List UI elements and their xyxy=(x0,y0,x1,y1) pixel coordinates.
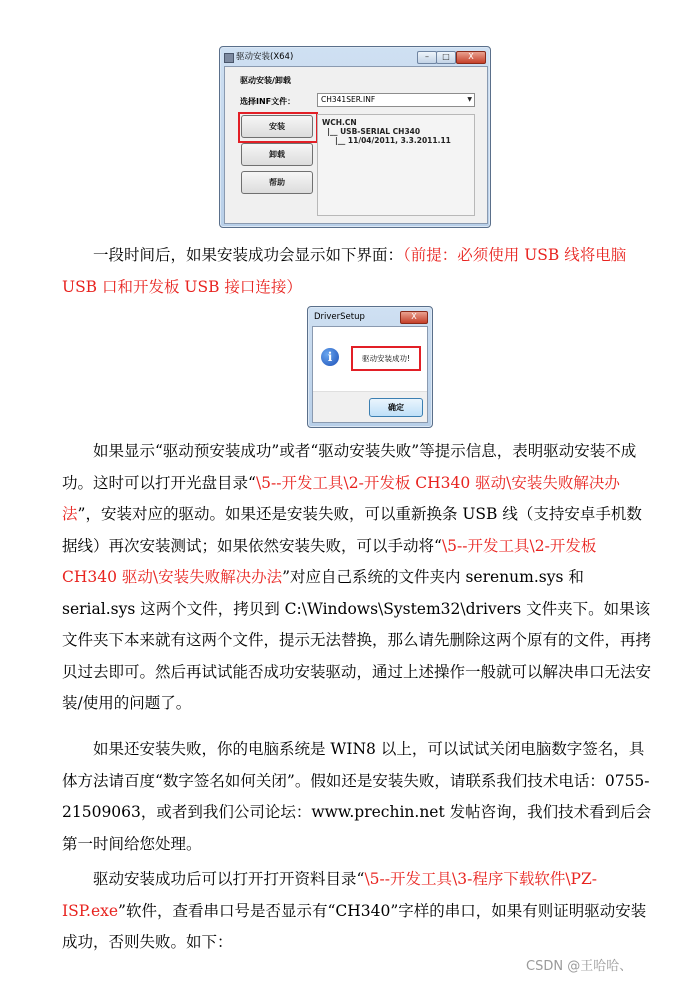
group-label: 驱动安装/卸载 xyxy=(240,76,291,85)
dialog-client-area xyxy=(312,326,428,423)
install-button[interactable]: 安装 xyxy=(241,115,313,138)
info-line-device: |__ USB-SERIAL CH340 xyxy=(322,127,421,136)
button-band xyxy=(313,391,427,422)
path-link: \5--开发工具\2-开发板 CH340 驱动\安装失败解决办法 xyxy=(62,536,597,586)
window-title: 驱动安装(X64) xyxy=(236,52,294,62)
prerequisite-note: （前提：必须使用 USB 线将电脑 USB 口和开发板 USB 接口连接） xyxy=(62,246,627,296)
app-icon xyxy=(224,53,234,63)
paragraph-install-success xyxy=(62,240,652,303)
text-segment: ”对应自己系统的文件夹内 serenum.sys 和 serial.sys 这两个文件，拷贝到 C:\Windows\System32\drivers 文件夹下。如果该文件夹下本来就有这两个文件，提示无法替换，那么请先删除这两个原有的文件，再拷贝过去即可。然后再试试能否成功安装驱动，通过上述操作一般就可以解决串口无法安装/使用的问题了。 xyxy=(62,568,652,712)
chevron-down-icon: ▼ xyxy=(467,96,472,103)
info-line-version: |__ 11/04/2011, 3.3.2011.11 xyxy=(322,136,451,145)
path-link: \5--开发工具\3-程序下载软件\PZ-ISP.exe xyxy=(62,870,597,920)
paragraph-digital-signature xyxy=(62,734,652,860)
help-button[interactable]: 帮助 xyxy=(241,171,313,194)
text-segment: ”，安装对应的驱动。如果还是安装失败，可以重新换条 USB 线（支持安卓手机数据线）再次安装测试；如果依然安装失败，可以手动将“ xyxy=(62,505,642,555)
driver-install-window xyxy=(219,46,491,228)
title-bar xyxy=(312,310,428,324)
paragraph-text: 一段时间后，如果安装成功会显示如下界面： xyxy=(93,246,404,264)
inf-file-label: 选择INF文件： xyxy=(240,97,296,106)
info-line-vendor: WCH.CN xyxy=(322,118,357,127)
minimize-button[interactable]: – xyxy=(417,51,437,64)
driver-setup-dialog xyxy=(307,306,433,428)
inf-file-select[interactable] xyxy=(317,93,475,107)
csdn-watermark: CSDN @王哈哈、 xyxy=(526,959,633,974)
paragraph-text: 如果还安装失败，你的电脑系统是 WIN8 以上，可以试试关闭电脑数字签名，具体方法请百度“数字签名如何关闭”。假如还是安装失败，请联系我们技术电话：0755-21509063，或者到我们公司论坛：www.prechin.net 发帖咨询，我们技术看到后会第一时间给您处理。 xyxy=(62,740,652,853)
text-segment: 驱动安装成功后可以打开打开资料目录“ xyxy=(93,870,365,888)
ok-button[interactable]: 确定 xyxy=(369,398,423,417)
inf-file-value: CH341SER.INF xyxy=(321,95,376,104)
text-segment: 如果显示“驱动预安装成功”或者“驱动安装失败”等提示信息，表明驱动安装不成功。这时可以打开光盘目录“ xyxy=(62,442,637,492)
dialog-client-area xyxy=(224,66,488,224)
close-button[interactable]: X xyxy=(456,51,486,64)
maximize-button[interactable]: □ xyxy=(436,51,456,64)
path-link: \5--开发工具\2-开发板 CH340 驱动\安装失败解决办法 xyxy=(62,473,620,523)
window-title: DriverSetup xyxy=(314,312,365,322)
paragraph-troubleshoot xyxy=(62,436,652,720)
text-segment: ”软件，查看串口号是否显示有“CH340”字样的串口，如果有则证明驱动安装成功，否则失败。如下： xyxy=(62,901,647,951)
title-bar xyxy=(224,50,486,64)
close-button[interactable]: X xyxy=(400,311,428,324)
info-icon: i xyxy=(321,348,339,366)
uninstall-button[interactable]: 卸载 xyxy=(241,143,313,166)
paragraph-check-port xyxy=(62,864,652,959)
driver-info-box xyxy=(317,114,475,216)
success-message: 驱动安装成功! xyxy=(351,346,421,371)
